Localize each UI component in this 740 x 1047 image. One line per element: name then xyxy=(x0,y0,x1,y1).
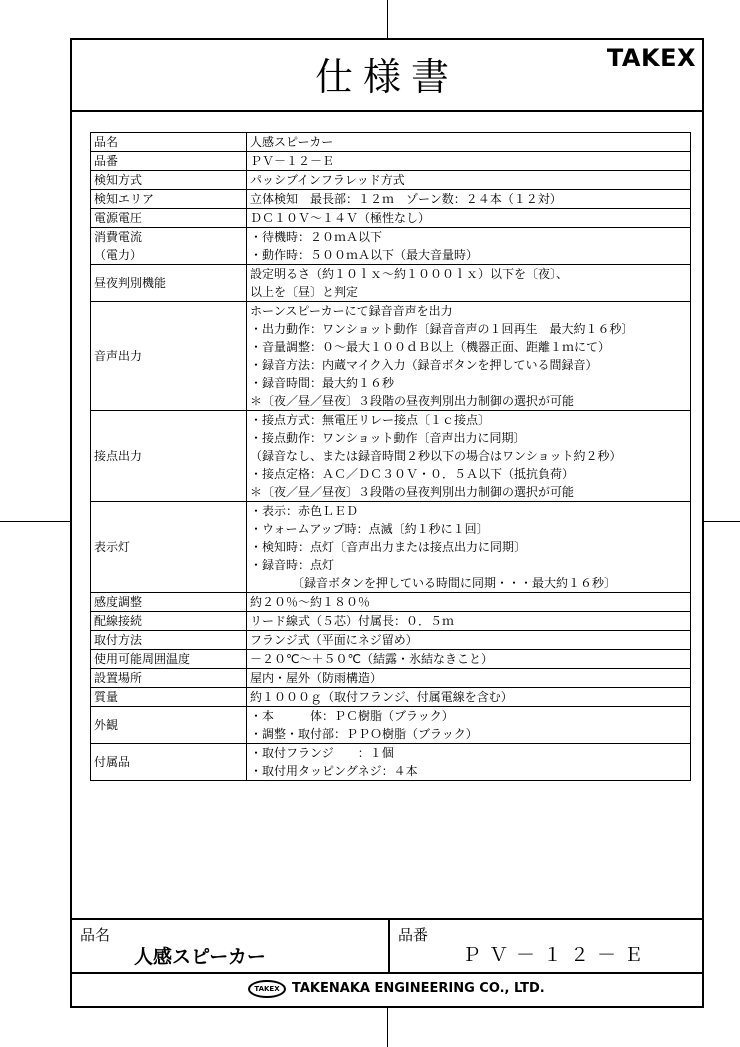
crop-mark-left xyxy=(0,521,70,522)
spec-value-cell xyxy=(247,631,691,650)
title-band xyxy=(72,40,702,112)
spec-value-cell xyxy=(247,744,691,781)
spec-value-cell xyxy=(247,688,691,707)
spec-label-cell xyxy=(91,302,247,411)
spec-label: 品名 xyxy=(94,135,119,149)
spec-label: 音声出力 xyxy=(94,349,143,363)
spec-value-line: ・取付フランジ ：１個 xyxy=(250,746,394,760)
spec-value-line: ・接点定格：ＡＣ／ＤＣ３０Ｖ・０．５Ａ以下（抵抗負荷） xyxy=(250,467,575,481)
crop-mark-top xyxy=(387,0,388,38)
page-title: 仕様書 xyxy=(314,55,459,99)
spec-value-line: ホーンスピーカーにて録音音声を出力 xyxy=(250,304,453,318)
spec-label: 配線接続 xyxy=(94,614,143,628)
spec-label-cell xyxy=(91,593,247,612)
spec-value-cell xyxy=(247,265,691,302)
spec-label-cell xyxy=(91,152,247,171)
spec-value-cell xyxy=(247,228,691,265)
spec-row xyxy=(91,688,691,707)
spec-label: 付属品 xyxy=(94,755,131,769)
company-name: TAKENAKA ENGINEERING CO., LTD. xyxy=(292,981,545,996)
spec-label: 検知エリア xyxy=(94,192,155,206)
spec-row xyxy=(91,302,691,411)
spec-value-line: ・待機時：２０ｍＡ以下 xyxy=(250,230,383,244)
spec-row xyxy=(91,612,691,631)
spec-value-line: ＰＶ－１２－Ｅ xyxy=(250,154,335,168)
spec-value-cell xyxy=(247,650,691,669)
crop-mark-bottom xyxy=(387,1008,388,1047)
spec-value-line: パッシブインフラレッド方式 xyxy=(250,173,405,187)
spec-label-cell xyxy=(91,612,247,631)
spec-label: 外観 xyxy=(94,718,119,732)
spec-label-cell xyxy=(91,631,247,650)
spec-label-cell xyxy=(91,669,247,688)
spec-value-line: 屋内・屋外（防雨構造） xyxy=(250,671,383,685)
spec-row xyxy=(91,171,691,190)
spec-table xyxy=(90,132,691,781)
spec-value-cell xyxy=(247,209,691,228)
spec-value-line: リード線式（５芯）付属長：０．５ｍ xyxy=(250,614,455,628)
spec-value-line: ・動作時：５００ｍＡ以下（最大音量時） xyxy=(250,248,479,262)
spec-value-line: 人感スピーカー xyxy=(250,135,334,149)
spec-value-line: ・出力動作：ワンショット動作〔録音音声の１回再生 最大約１６秒〕 xyxy=(250,322,634,336)
footer-name-box xyxy=(72,920,390,974)
spec-value-line: （録音なし、または録音時間２秒以下の場合はワンショット約２秒） xyxy=(250,449,622,463)
spec-value-line: フランジ式（平面にネジ留め） xyxy=(250,633,418,647)
spec-value-line: ・本 体：ＰＣ樹脂（ブラック） xyxy=(250,709,454,723)
spec-value-line: ＊〔夜／昼／昼夜〕３段階の昼夜判別出力制御の選択が可能 xyxy=(250,485,575,499)
spec-row xyxy=(91,133,691,152)
spec-value-line: ・接点動作：ワンショット動作〔音声出力に同期〕 xyxy=(250,431,526,445)
spec-value-cell xyxy=(247,502,691,593)
footer-name-label: 品名 xyxy=(80,926,111,944)
spec-value-cell xyxy=(247,190,691,209)
crop-mark-right xyxy=(704,521,740,522)
spec-value-line: ・ウォームアップ時：点滅〔約１秒に１回〕 xyxy=(250,522,489,536)
spec-label: 設置場所 xyxy=(94,671,143,685)
spec-row xyxy=(91,631,691,650)
spec-value-line: ・調整・取付部：ＰＰＯ樹脂（ブラック） xyxy=(250,727,478,741)
spec-value-line: 約２０％～約１８０％ xyxy=(250,595,371,609)
spec-row xyxy=(91,265,691,302)
spec-value-line: ・検知時：点灯〔音声出力または接点出力に同期〕 xyxy=(250,540,527,554)
spec-label: 検知方式 xyxy=(94,173,143,187)
brand-logo: TAKEX xyxy=(606,44,696,72)
spec-label: 表示灯 xyxy=(94,540,131,554)
footer-number-label: 品番 xyxy=(398,926,429,944)
spec-label-cell xyxy=(91,650,247,669)
spec-label-cell xyxy=(91,411,247,502)
spec-row xyxy=(91,669,691,688)
spec-label: 品番 xyxy=(94,154,119,168)
spec-label-cell xyxy=(91,171,247,190)
spec-row xyxy=(91,502,691,593)
spec-value-line: 立体検知 最長部：１２ｍ ゾーン数：２４本（１２対） xyxy=(250,192,562,206)
spec-value-line: ・録音時間：最大約１６秒 xyxy=(250,376,395,390)
spec-label-cell xyxy=(91,228,247,265)
spec-value-line: 設定明るさ（約１０ｌｘ～約１０００ｌｘ）以下を〔夜〕、 xyxy=(250,267,569,281)
spec-row xyxy=(91,190,691,209)
spec-value-line: ＤＣ１０Ｖ～１４Ｖ（極性なし） xyxy=(250,211,431,225)
spec-value-line: ・表示：赤色ＬＥＤ xyxy=(250,504,359,518)
spec-label: 使用可能周囲温度 xyxy=(94,652,191,666)
spec-value-line: ・音量調整：０～最大１００ｄＢ以上（機器正面、距離１ｍにて） xyxy=(250,340,611,354)
company-logo: TAKEX xyxy=(248,980,286,998)
company-line xyxy=(72,974,702,1004)
spec-label: （電力） xyxy=(94,248,143,262)
spec-label-cell xyxy=(91,744,247,781)
spec-row xyxy=(91,744,691,781)
spec-value-cell xyxy=(247,612,691,631)
spec-row xyxy=(91,209,691,228)
footer-name-value: 人感スピーカー xyxy=(134,946,266,968)
spec-value-line: ・録音時：点灯 xyxy=(250,558,335,572)
spec-value-line: 以上を〔昼〕と判定 xyxy=(250,285,359,299)
spec-label-cell xyxy=(91,133,247,152)
spec-label-cell xyxy=(91,502,247,593)
spec-value-cell xyxy=(247,152,691,171)
spec-value-cell xyxy=(247,593,691,612)
spec-value-line: 約１０００ｇ（取付フランジ、付属電線を含む） xyxy=(250,690,513,704)
spec-value-line: 〔録音ボタンを押している時間に同期・・・最大約１６秒〕 xyxy=(250,576,617,590)
spec-value-cell xyxy=(247,707,691,744)
spec-row xyxy=(91,152,691,171)
spec-value-line: －２０℃～＋５０℃（結露・氷結なきこと） xyxy=(250,652,493,666)
document-frame xyxy=(70,38,704,1008)
spec-value-line: ・接点方式：無電圧リレー接点〔１ｃ接点〕 xyxy=(250,413,491,427)
spec-label-cell xyxy=(91,688,247,707)
spec-label: 接点出力 xyxy=(94,449,143,463)
spec-label-cell xyxy=(91,707,247,744)
spec-value-cell xyxy=(247,411,691,502)
spec-label: 昼夜判別機能 xyxy=(94,276,167,290)
spec-value-cell xyxy=(247,669,691,688)
spec-row xyxy=(91,593,691,612)
spec-value-cell xyxy=(247,133,691,152)
spec-value-cell xyxy=(247,302,691,411)
footer-block xyxy=(72,918,702,1006)
spec-label-cell xyxy=(91,209,247,228)
spec-table-body xyxy=(91,133,691,781)
spec-value-line: ＊〔夜／昼／昼夜〕３段階の昼夜判別出力制御の選択が可能 xyxy=(250,394,575,408)
spec-label: 感度調整 xyxy=(94,595,143,609)
footer-number-box xyxy=(390,920,702,974)
spec-row xyxy=(91,411,691,502)
spec-row xyxy=(91,228,691,265)
spec-label-cell xyxy=(91,265,247,302)
spec-label-cell xyxy=(91,190,247,209)
spec-label: 消費電流 xyxy=(94,230,143,244)
footer-number-value: ＰＶ－１２－Ｅ xyxy=(462,944,652,966)
spec-row xyxy=(91,707,691,744)
spec-row xyxy=(91,650,691,669)
spec-value-cell xyxy=(247,171,691,190)
spec-value-line: ・録音方法：内蔵マイク入力（録音ボタンを押している間録音） xyxy=(250,358,598,372)
spec-label: 電源電圧 xyxy=(94,211,143,225)
spec-value-line: ・取付用タッピングネジ：４本 xyxy=(250,764,418,778)
spec-label: 取付方法 xyxy=(94,633,143,647)
spec-label: 質量 xyxy=(94,690,119,704)
